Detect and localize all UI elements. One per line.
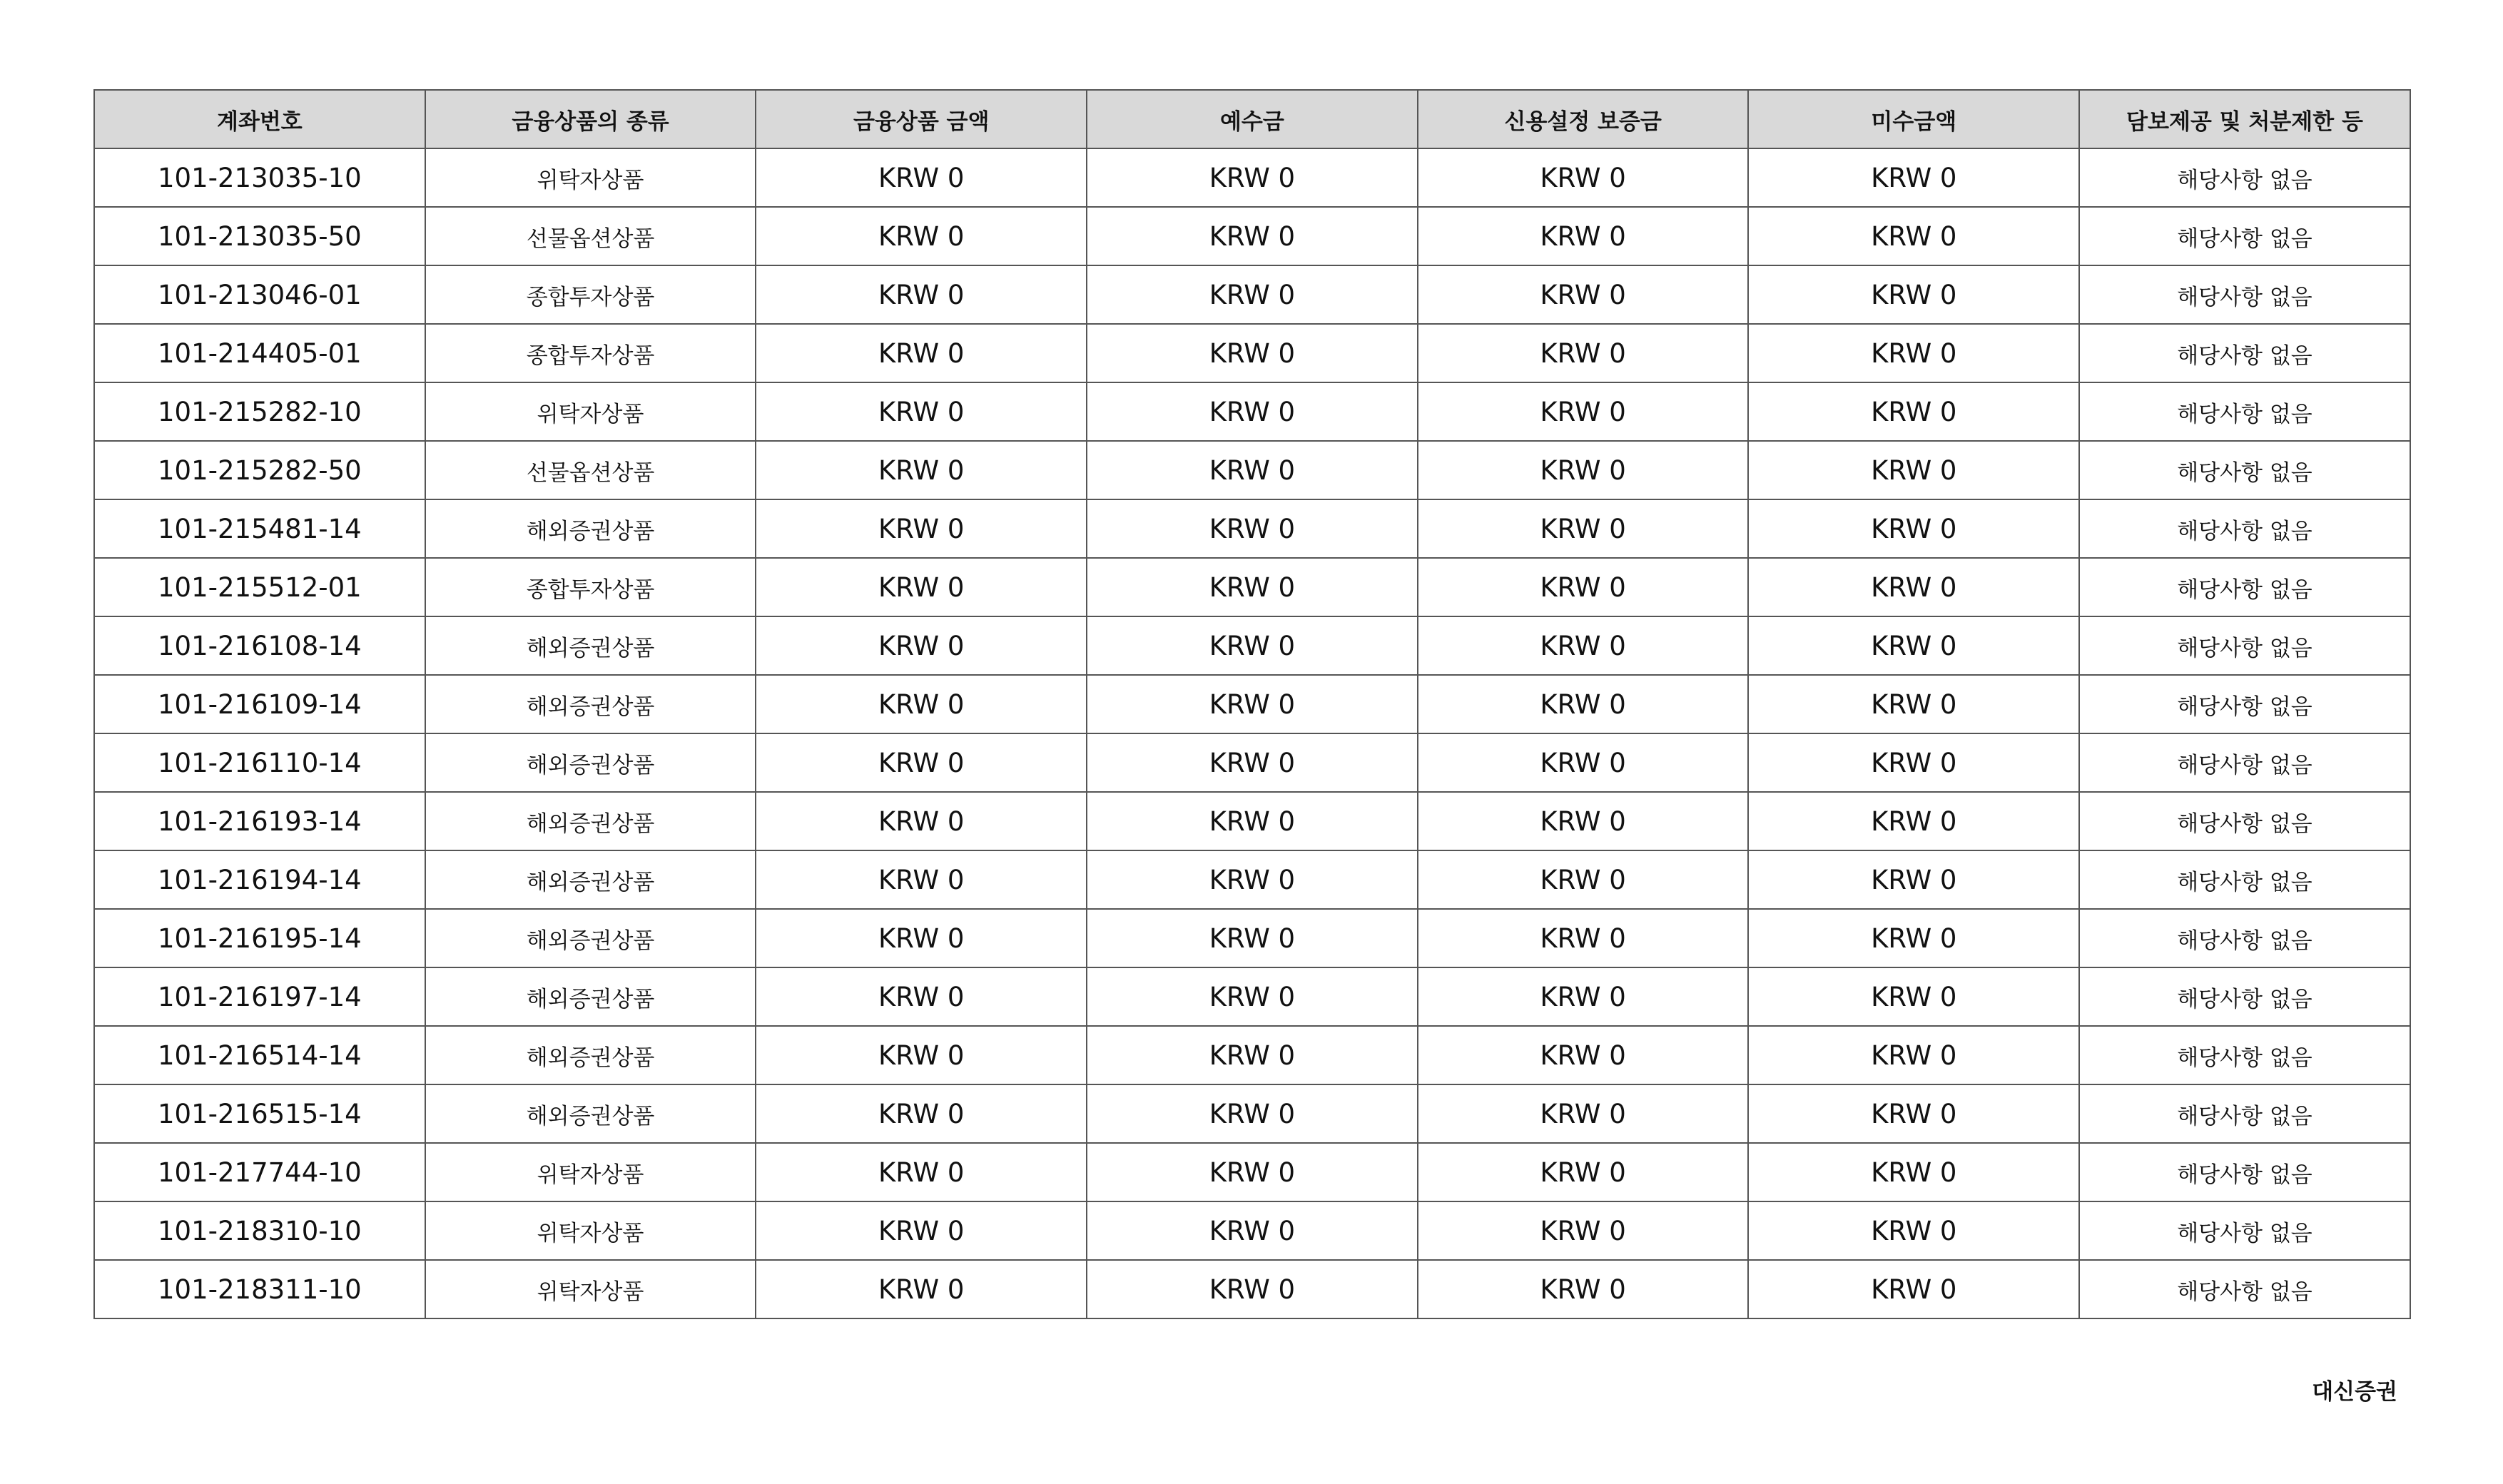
cell-unpaid-amount: KRW 0 (1748, 792, 2079, 850)
cell-credit-guarantee: KRW 0 (1418, 1143, 1749, 1201)
cell-unpaid-amount: KRW 0 (1748, 733, 2079, 792)
cell-product-type: 위탁자상품 (425, 148, 756, 207)
cell-collateral-restriction: 해당사항 없음 (2079, 148, 2410, 207)
cell-collateral-restriction: 해당사항 없음 (2079, 1143, 2410, 1201)
cell-account-number: 101-216197-14 (94, 967, 425, 1026)
cell-product-amount: KRW 0 (756, 1201, 1087, 1260)
table-row (94, 558, 2410, 616)
cell-account-number: 101-218311-10 (94, 1260, 425, 1318)
cell-deposit: KRW 0 (1087, 1026, 1418, 1084)
cell-deposit: KRW 0 (1087, 558, 1418, 616)
cell-account-number: 101-216514-14 (94, 1026, 425, 1084)
table-row (94, 909, 2410, 967)
cell-account-number: 101-218310-10 (94, 1201, 425, 1260)
cell-product-type: 종합투자상품 (425, 324, 756, 382)
cell-account-number: 101-213035-50 (94, 207, 425, 265)
table-row (94, 207, 2410, 265)
cell-deposit: KRW 0 (1087, 675, 1418, 733)
cell-collateral-restriction: 해당사항 없음 (2079, 733, 2410, 792)
table-row (94, 441, 2410, 499)
cell-product-amount: KRW 0 (756, 675, 1087, 733)
cell-credit-guarantee: KRW 0 (1418, 441, 1749, 499)
header-credit-guarantee: 신용설정 보증금 (1418, 90, 1749, 148)
cell-product-type: 선물옵션상품 (425, 207, 756, 265)
table-row (94, 265, 2410, 324)
cell-account-number: 101-216194-14 (94, 850, 425, 909)
cell-collateral-restriction: 해당사항 없음 (2079, 265, 2410, 324)
cell-credit-guarantee: KRW 0 (1418, 792, 1749, 850)
cell-deposit: KRW 0 (1087, 207, 1418, 265)
cell-credit-guarantee: KRW 0 (1418, 324, 1749, 382)
table-row (94, 382, 2410, 441)
cell-collateral-restriction: 해당사항 없음 (2079, 558, 2410, 616)
table-row (94, 850, 2410, 909)
cell-product-type: 위탁자상품 (425, 1201, 756, 1260)
cell-credit-guarantee: KRW 0 (1418, 1260, 1749, 1318)
cell-account-number: 101-214405-01 (94, 324, 425, 382)
cell-product-amount: KRW 0 (756, 792, 1087, 850)
cell-collateral-restriction: 해당사항 없음 (2079, 1026, 2410, 1084)
cell-deposit: KRW 0 (1087, 441, 1418, 499)
cell-credit-guarantee: KRW 0 (1418, 1026, 1749, 1084)
cell-collateral-restriction: 해당사항 없음 (2079, 207, 2410, 265)
table-row (94, 967, 2410, 1026)
cell-collateral-restriction: 해당사항 없음 (2079, 441, 2410, 499)
cell-deposit: KRW 0 (1087, 1201, 1418, 1260)
cell-account-number: 101-216110-14 (94, 733, 425, 792)
cell-unpaid-amount: KRW 0 (1748, 558, 2079, 616)
table-row (94, 1084, 2410, 1143)
header-collateral-restriction: 담보제공 및 처분제한 등 (2079, 90, 2410, 148)
cell-unpaid-amount: KRW 0 (1748, 1084, 2079, 1143)
account-table-header (94, 90, 2410, 148)
cell-deposit: KRW 0 (1087, 792, 1418, 850)
cell-product-type: 위탁자상품 (425, 1260, 756, 1318)
cell-product-amount: KRW 0 (756, 1084, 1087, 1143)
cell-product-amount: KRW 0 (756, 1026, 1087, 1084)
cell-collateral-restriction: 해당사항 없음 (2079, 792, 2410, 850)
cell-collateral-restriction: 해당사항 없음 (2079, 850, 2410, 909)
cell-product-type: 위탁자상품 (425, 382, 756, 441)
cell-product-amount: KRW 0 (756, 265, 1087, 324)
cell-credit-guarantee: KRW 0 (1418, 967, 1749, 1026)
cell-product-type: 해외증권상품 (425, 1026, 756, 1084)
cell-collateral-restriction: 해당사항 없음 (2079, 675, 2410, 733)
cell-credit-guarantee: KRW 0 (1418, 499, 1749, 558)
cell-unpaid-amount: KRW 0 (1748, 441, 2079, 499)
cell-collateral-restriction: 해당사항 없음 (2079, 1084, 2410, 1143)
cell-product-type: 종합투자상품 (425, 265, 756, 324)
cell-account-number: 101-215481-14 (94, 499, 425, 558)
table-row (94, 792, 2410, 850)
table-row (94, 1260, 2410, 1318)
cell-product-type: 해외증권상품 (425, 675, 756, 733)
cell-unpaid-amount: KRW 0 (1748, 148, 2079, 207)
cell-unpaid-amount: KRW 0 (1748, 499, 2079, 558)
cell-account-number: 101-216193-14 (94, 792, 425, 850)
cell-collateral-restriction: 해당사항 없음 (2079, 324, 2410, 382)
cell-account-number: 101-213035-10 (94, 148, 425, 207)
cell-deposit: KRW 0 (1087, 382, 1418, 441)
cell-unpaid-amount: KRW 0 (1748, 967, 2079, 1026)
cell-deposit: KRW 0 (1087, 324, 1418, 382)
cell-deposit: KRW 0 (1087, 1143, 1418, 1201)
cell-credit-guarantee: KRW 0 (1418, 733, 1749, 792)
table-row (94, 324, 2410, 382)
cell-credit-guarantee: KRW 0 (1418, 265, 1749, 324)
cell-collateral-restriction: 해당사항 없음 (2079, 382, 2410, 441)
table-row (94, 1143, 2410, 1201)
cell-product-type: 해외증권상품 (425, 733, 756, 792)
cell-unpaid-amount: KRW 0 (1748, 382, 2079, 441)
cell-deposit: KRW 0 (1087, 909, 1418, 967)
cell-collateral-restriction: 해당사항 없음 (2079, 499, 2410, 558)
table-row (94, 1201, 2410, 1260)
cell-credit-guarantee: KRW 0 (1418, 616, 1749, 675)
cell-product-amount: KRW 0 (756, 1260, 1087, 1318)
cell-credit-guarantee: KRW 0 (1418, 207, 1749, 265)
cell-unpaid-amount: KRW 0 (1748, 1026, 2079, 1084)
cell-credit-guarantee: KRW 0 (1418, 558, 1749, 616)
header-deposit: 예수금 (1087, 90, 1418, 148)
header-unpaid-amount: 미수금액 (1748, 90, 2079, 148)
cell-product-amount: KRW 0 (756, 324, 1087, 382)
table-row (94, 148, 2410, 207)
cell-product-type: 해외증권상품 (425, 499, 756, 558)
cell-deposit: KRW 0 (1087, 850, 1418, 909)
cell-account-number: 101-213046-01 (94, 265, 425, 324)
cell-deposit: KRW 0 (1087, 265, 1418, 324)
cell-product-type: 위탁자상품 (425, 1143, 756, 1201)
cell-collateral-restriction: 해당사항 없음 (2079, 967, 2410, 1026)
cell-account-number: 101-215512-01 (94, 558, 425, 616)
cell-unpaid-amount: KRW 0 (1748, 207, 2079, 265)
cell-account-number: 101-215282-50 (94, 441, 425, 499)
cell-product-type: 종합투자상품 (425, 558, 756, 616)
header-row (94, 90, 2410, 148)
cell-product-amount: KRW 0 (756, 499, 1087, 558)
cell-collateral-restriction: 해당사항 없음 (2079, 1201, 2410, 1260)
cell-product-amount: KRW 0 (756, 850, 1087, 909)
cell-product-amount: KRW 0 (756, 382, 1087, 441)
cell-product-amount: KRW 0 (756, 148, 1087, 207)
cell-credit-guarantee: KRW 0 (1418, 675, 1749, 733)
cell-product-type: 해외증권상품 (425, 1084, 756, 1143)
cell-collateral-restriction: 해당사항 없음 (2079, 616, 2410, 675)
cell-product-amount: KRW 0 (756, 733, 1087, 792)
cell-credit-guarantee: KRW 0 (1418, 382, 1749, 441)
cell-unpaid-amount: KRW 0 (1748, 1143, 2079, 1201)
cell-product-type: 해외증권상품 (425, 967, 756, 1026)
cell-product-amount: KRW 0 (756, 207, 1087, 265)
cell-product-type: 해외증권상품 (425, 909, 756, 967)
cell-account-number: 101-216108-14 (94, 616, 425, 675)
cell-credit-guarantee: KRW 0 (1418, 148, 1749, 207)
cell-product-amount: KRW 0 (756, 558, 1087, 616)
header-account-number: 계좌번호 (94, 90, 425, 148)
cell-product-amount: KRW 0 (756, 967, 1087, 1026)
cell-deposit: KRW 0 (1087, 148, 1418, 207)
table-row (94, 616, 2410, 675)
table-row (94, 733, 2410, 792)
cell-account-number: 101-216109-14 (94, 675, 425, 733)
table-row (94, 1026, 2410, 1084)
cell-product-type: 해외증권상품 (425, 792, 756, 850)
table-row (94, 499, 2410, 558)
cell-product-amount: KRW 0 (756, 1143, 1087, 1201)
cell-unpaid-amount: KRW 0 (1748, 850, 2079, 909)
cell-deposit: KRW 0 (1087, 967, 1418, 1026)
cell-collateral-restriction: 해당사항 없음 (2079, 909, 2410, 967)
header-product-amount: 금융상품 금액 (756, 90, 1087, 148)
cell-account-number: 101-217744-10 (94, 1143, 425, 1201)
cell-unpaid-amount: KRW 0 (1748, 616, 2079, 675)
account-table (93, 89, 2411, 1319)
cell-credit-guarantee: KRW 0 (1418, 1201, 1749, 1260)
cell-product-amount: KRW 0 (756, 616, 1087, 675)
cell-account-number: 101-215282-10 (94, 382, 425, 441)
cell-account-number: 101-216195-14 (94, 909, 425, 967)
cell-deposit: KRW 0 (1087, 1260, 1418, 1318)
cell-account-number: 101-216515-14 (94, 1084, 425, 1143)
cell-unpaid-amount: KRW 0 (1748, 675, 2079, 733)
cell-product-type: 선물옵션상품 (425, 441, 756, 499)
account-table-body (94, 148, 2410, 1318)
cell-collateral-restriction: 해당사항 없음 (2079, 1260, 2410, 1318)
cell-credit-guarantee: KRW 0 (1418, 909, 1749, 967)
cell-unpaid-amount: KRW 0 (1748, 324, 2079, 382)
table-row (94, 675, 2410, 733)
header-product-type: 금융상품의 종류 (425, 90, 756, 148)
cell-deposit: KRW 0 (1087, 616, 1418, 675)
cell-unpaid-amount: KRW 0 (1748, 265, 2079, 324)
cell-unpaid-amount: KRW 0 (1748, 909, 2079, 967)
cell-unpaid-amount: KRW 0 (1748, 1201, 2079, 1260)
cell-deposit: KRW 0 (1087, 733, 1418, 792)
cell-product-type: 해외증권상품 (425, 616, 756, 675)
cell-credit-guarantee: KRW 0 (1418, 850, 1749, 909)
cell-unpaid-amount: KRW 0 (1748, 1260, 2079, 1318)
cell-deposit: KRW 0 (1087, 1084, 1418, 1143)
cell-deposit: KRW 0 (1087, 499, 1418, 558)
company-name: 대신증권 (2312, 1379, 2397, 1405)
cell-product-amount: KRW 0 (756, 909, 1087, 967)
cell-credit-guarantee: KRW 0 (1418, 1084, 1749, 1143)
cell-product-amount: KRW 0 (756, 441, 1087, 499)
cell-product-type: 해외증권상품 (425, 850, 756, 909)
